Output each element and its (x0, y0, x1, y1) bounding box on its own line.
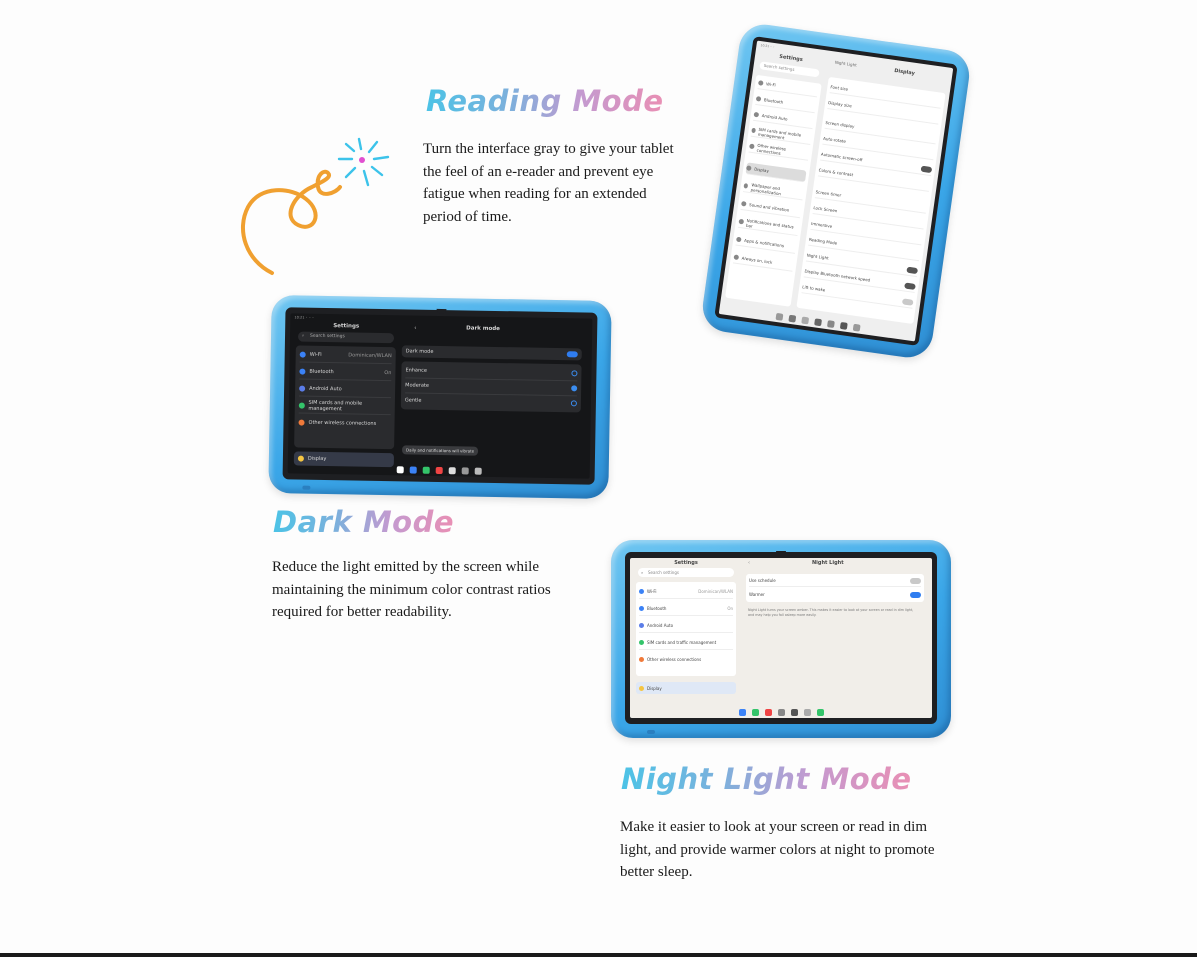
tablet-dark-mode (268, 295, 611, 499)
dark-menu-display[interactable]: Display (298, 452, 390, 468)
reading-search-field[interactable]: Search settings (759, 61, 820, 77)
dark-option-gentle[interactable]: Gentle (405, 393, 577, 410)
night-row-warmer[interactable]: Warmer (749, 589, 921, 600)
reading-mode-description: Turn the interface gray to give your tablet the feel of an e-reader and prevent eye fatigue when reading for an extended period of time. (423, 141, 674, 225)
night-light-mode-description: Make it easier to look at your screen or read in dim light, and provide warmer colors at night to promote better sleep. (620, 819, 935, 880)
night-warmer-toggle[interactable] (910, 592, 921, 598)
night-left-title: Settings (674, 560, 698, 566)
night-row-schedule[interactable]: Use schedule (749, 575, 921, 587)
night-menu-wifi[interactable]: Wi-Fi Dominican/WLAN (639, 584, 733, 599)
reading-row-immersive[interactable]: Immersive (810, 218, 923, 245)
reading-menu-always-on[interactable]: Always on, lock (733, 251, 794, 271)
reading-speed-toggle[interactable] (904, 282, 916, 289)
reading-toggle[interactable] (921, 165, 933, 172)
reading-row-auto-rotate[interactable]: Auto-rotate (822, 133, 935, 160)
night-taskbar (630, 706, 932, 718)
radio-enhance[interactable] (571, 370, 577, 376)
reading-menu-apps[interactable]: Apps & notifications (735, 234, 796, 254)
reading-lift-toggle[interactable] (902, 298, 914, 305)
search-icon: ⌕ (641, 570, 644, 575)
night-menu-wireless[interactable]: Other wireless connections (639, 652, 733, 666)
dark-mode-toggle[interactable] (567, 351, 578, 357)
reading-row-lift-to-wake[interactable]: Lift to wake (801, 281, 914, 308)
reading-row-colors[interactable]: Colors & contrast (818, 164, 931, 191)
reading-row-screen-off[interactable]: Automatic screen-off (820, 149, 933, 176)
dark-mode-description: Reduce the light emitted by the screen while maintaining the minimum color contrast ratios required for better readability. (272, 559, 551, 620)
dark-tooltip: Daily and notifications will vibrate (402, 445, 478, 455)
dark-mode-title: Dark Mode (273, 505, 455, 539)
search-icon: ⌕ (301, 333, 305, 339)
night-note: Night Light turns your screen amber. This makes it easier to look at your screen or read in dim light, and may help you fall asleep more easily. (748, 608, 914, 617)
reading-row-network-speed[interactable]: Display Bluetooth network speed (804, 265, 917, 292)
dark-menu-wireless[interactable]: Other wireless connections (298, 416, 390, 432)
reading-menu-sound[interactable]: Sound and vibration (740, 198, 801, 218)
footer-divider (0, 953, 1197, 957)
tablet-night-light-mode (611, 540, 951, 738)
reading-menu-bluetooth[interactable]: Bluetooth (755, 93, 816, 113)
tablet-reading-mode (700, 21, 973, 360)
dark-taskbar (288, 461, 590, 478)
reading-menu-wireless[interactable]: Other wireless connections (749, 141, 810, 161)
dark-menu-wifi[interactable]: Wi-Fi Dominican/WLAN (300, 348, 392, 365)
reading-back-label: Night Light (834, 59, 858, 68)
reading-menu-display[interactable]: Display (745, 162, 806, 182)
reading-row-reading-mode[interactable]: Reading Mode (808, 234, 921, 261)
radio-moderate[interactable] (571, 385, 577, 391)
dark-menu-android-auto[interactable]: Android Auto (299, 382, 391, 399)
night-schedule-toggle[interactable] (910, 578, 921, 584)
night-light-mode-title: Night Light Mode (621, 762, 912, 796)
night-menu-display[interactable]: Display (639, 682, 733, 694)
radio-gentle[interactable] (571, 400, 577, 406)
dark-left-title: Settings (333, 323, 360, 330)
reading-row-display-size[interactable]: Display size (827, 97, 940, 124)
dark-menu-bluetooth[interactable]: Bluetooth On (299, 365, 391, 382)
night-search-field[interactable]: ⌕ Search settings (638, 568, 734, 577)
reading-row-lock-screen[interactable]: Lock Screen (813, 202, 926, 229)
reading-row-screen-display[interactable]: Screen display (825, 117, 938, 144)
reading-menu-sim[interactable]: SIM cards and mobile management (751, 125, 812, 145)
dark-mode-toggle-row[interactable]: Dark mode (406, 344, 578, 361)
reading-night-toggle[interactable] (906, 266, 918, 273)
night-screen (630, 558, 932, 718)
dark-menu-sim[interactable]: SIM cards and mobile management (299, 399, 391, 416)
night-right-title: Night Light (812, 560, 844, 566)
night-menu-bluetooth[interactable]: Bluetooth On (639, 601, 733, 616)
night-menu-sim[interactable]: SIM cards and traffic management (639, 635, 733, 650)
reading-left-title: Settings (778, 53, 804, 64)
reading-menu-notifications[interactable]: Notifications and status bar (738, 216, 799, 236)
dark-right-title: Dark mode (466, 325, 500, 333)
reading-row-font-size[interactable]: Font size (830, 81, 943, 108)
dark-screen: 10:21 ◦ ◦ ◦ Settings ⌕ Search settings ‹ Dark mode Wi-Fi Dominican/WLAN Bluetooth On Android Auto SIM cards and mobile management Other wireless connections Display Dark mode Enhance Moderate Gentle Daily and notifications will vibrate (288, 313, 593, 478)
night-menu-android-auto[interactable]: Android Auto (639, 618, 733, 633)
dark-option-enhance[interactable]: Enhance (405, 363, 577, 381)
night-back-icon[interactable]: ‹ (748, 560, 750, 566)
reading-row-screen-timer[interactable]: Screen timer (815, 186, 928, 213)
reading-mode-title: Reading Mode (426, 84, 664, 118)
reading-menu-android-auto[interactable]: Android Auto (753, 109, 814, 129)
reading-screen: 10:21 ◦ ◦ Settings Search settings Night Light Display Wi-Fi Bluetooth Android Auto SIM cards and mobile management Other wireless connections Display Wallpaper and personalization Sound and vibration Notifications and status bar Apps & notifications Always on, lock Font size Display size Screen display Auto-rotate Automatic screen-off Colors & contrast Screen timer Lock Screen Immersive Reading Mode Night Light Display Bluetooth network speed Lift to wake (719, 41, 953, 342)
reading-row-night-light[interactable]: Night Light (806, 250, 919, 277)
reading-menu-wallpaper[interactable]: Wallpaper and personalization (743, 180, 804, 200)
reading-right-title: Display (893, 67, 916, 77)
reading-menu-wifi[interactable]: Wi-Fi (757, 77, 818, 97)
dark-back-icon[interactable]: ‹ (414, 324, 417, 332)
doodle-squiggle-icon (236, 135, 406, 285)
dark-search-field[interactable]: ⌕ Search settings (298, 332, 394, 344)
dark-option-moderate[interactable]: Moderate (405, 378, 577, 396)
